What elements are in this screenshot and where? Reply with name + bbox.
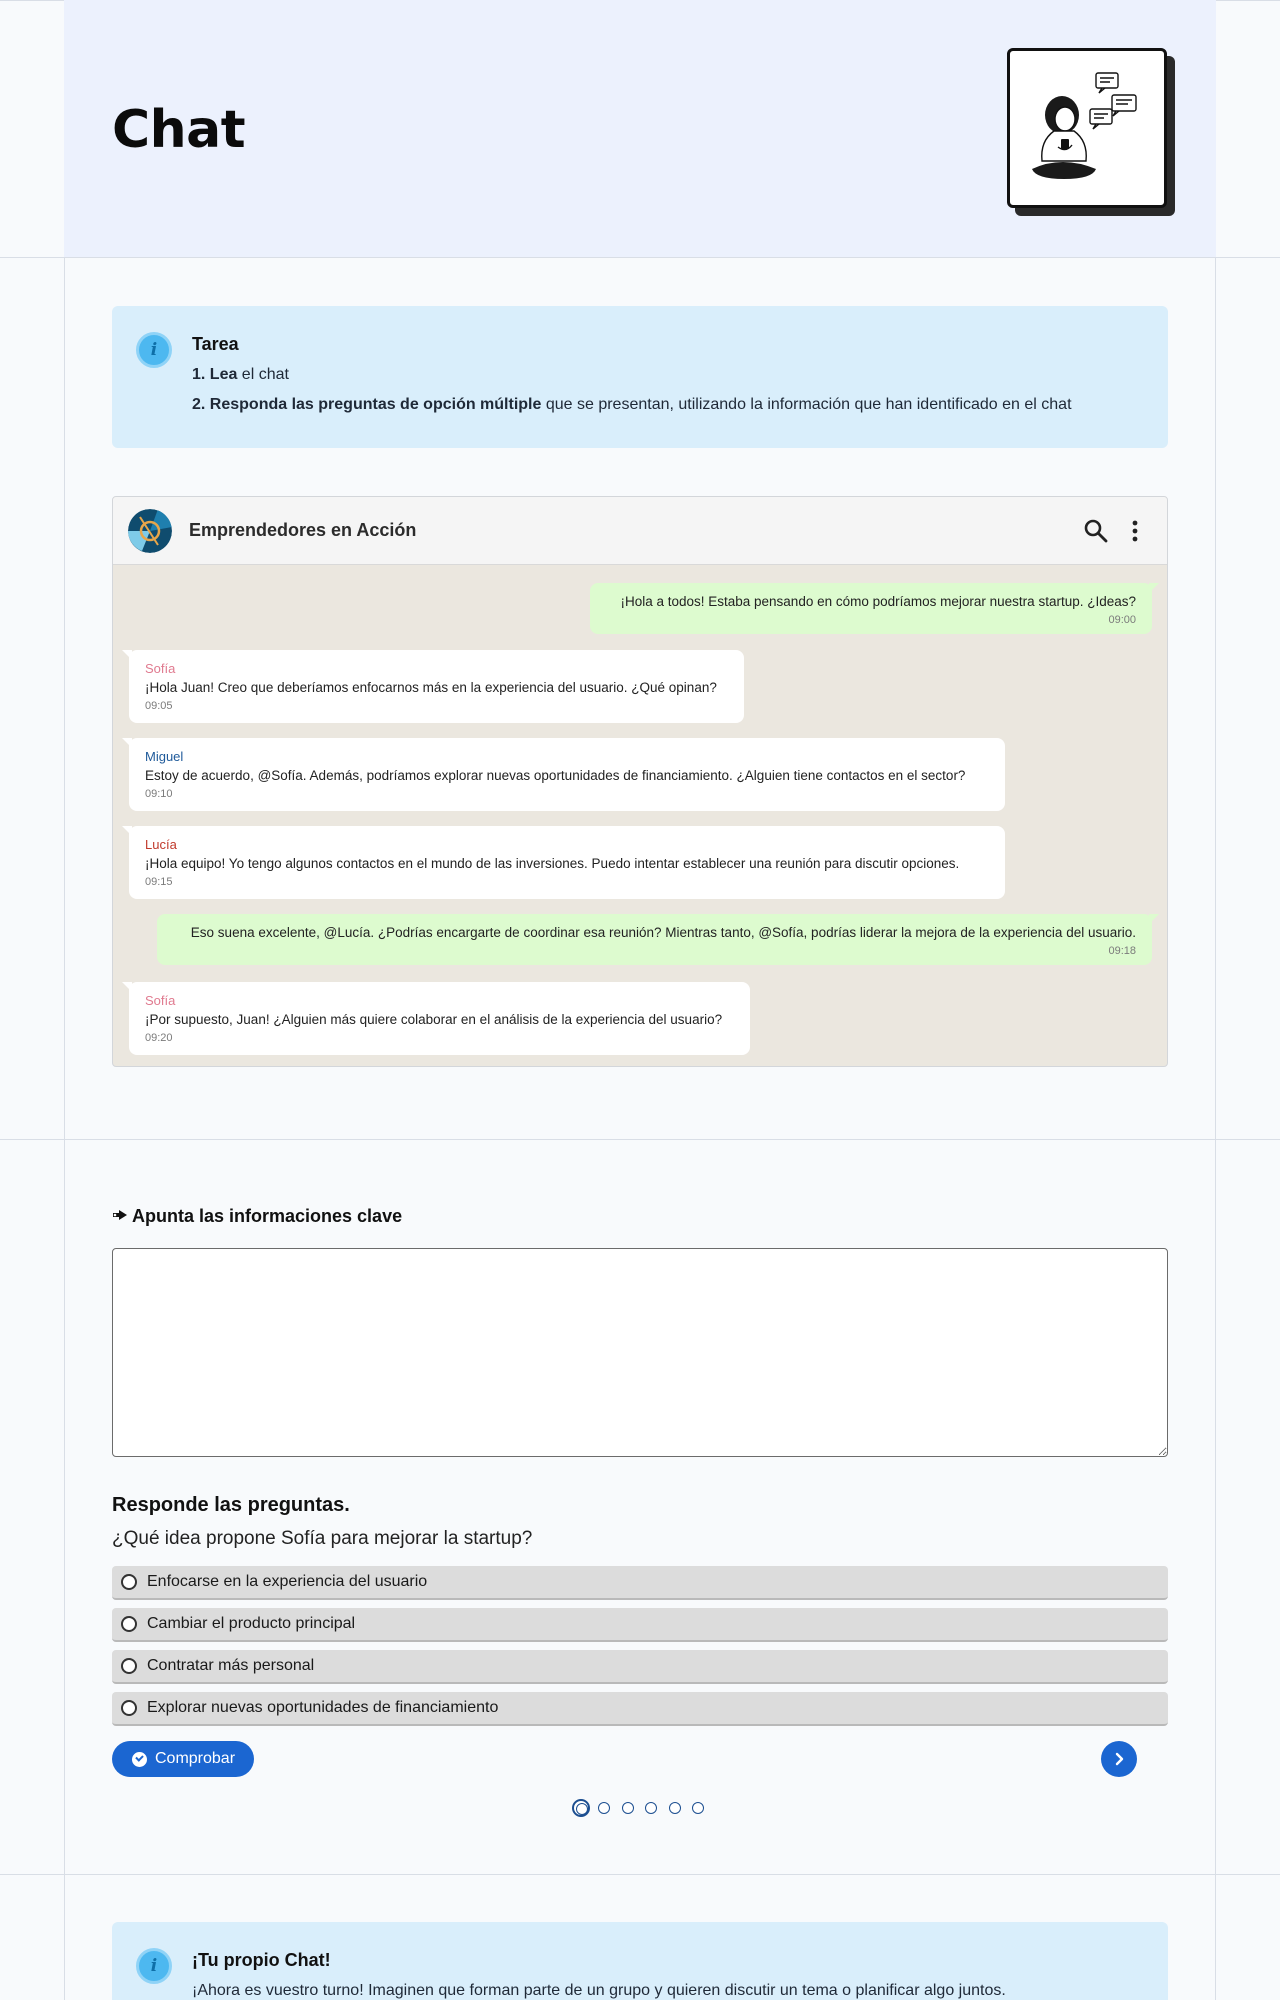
arrow-right-icon bbox=[112, 1209, 128, 1221]
message-time: 09:00 bbox=[1108, 614, 1136, 626]
own-chat-box bbox=[112, 1922, 1168, 2000]
pagination-dot-active[interactable] bbox=[572, 1799, 590, 1817]
option-label: Contratar más personal bbox=[147, 1657, 315, 1674]
notes-label-text: Apunta las informaciones clave bbox=[132, 1206, 403, 1226]
task-step-2-bold: 2. Responda las preguntas de opción múltiple bbox=[192, 396, 542, 413]
message-time: 09:15 bbox=[145, 876, 173, 888]
message-sender: Sofía bbox=[145, 661, 176, 676]
quiz-question: ¿Qué idea propone Sofía para mejorar la startup? bbox=[112, 1528, 533, 1549]
info-icon: i bbox=[136, 1948, 172, 1984]
radio-button[interactable] bbox=[121, 1658, 137, 1674]
quiz-option[interactable] bbox=[112, 1692, 1168, 1726]
chat-message-incoming bbox=[129, 650, 744, 723]
pagination-dot[interactable] bbox=[622, 1802, 634, 1814]
message-time: 09:20 bbox=[145, 1032, 173, 1044]
message-time: 09:10 bbox=[145, 788, 173, 800]
message-sender: Lucía bbox=[145, 837, 177, 852]
radio-button[interactable] bbox=[121, 1574, 137, 1590]
pagination-dots bbox=[572, 1799, 716, 1817]
check-button-label: Comprobar bbox=[155, 1750, 236, 1767]
pagination-dot[interactable] bbox=[598, 1802, 610, 1814]
grid-line bbox=[0, 1139, 1280, 1140]
notes-label bbox=[112, 1206, 402, 1227]
message-time: 09:18 bbox=[1108, 945, 1136, 957]
message-text: ¡Hola equipo! Yo tengo algunos contactos en el mundo de las inversiones. Puedo intentar establecer una reunión para discutir opciones. bbox=[145, 856, 960, 871]
option-label: Enfocarse en la experiencia del usuario bbox=[147, 1573, 428, 1590]
chat-window bbox=[112, 496, 1168, 1067]
radio-button[interactable] bbox=[121, 1700, 137, 1716]
task-step-1-bold: 1. Lea bbox=[192, 366, 238, 383]
message-sender: Sofía bbox=[145, 993, 176, 1008]
task-step-1-text: el chat bbox=[237, 366, 289, 383]
more-options-icon[interactable] bbox=[1128, 518, 1142, 544]
notes-textarea[interactable] bbox=[112, 1248, 1168, 1457]
grid-line bbox=[0, 257, 1280, 258]
quiz-option[interactable] bbox=[112, 1650, 1168, 1684]
chat-group-name: Emprendedores en Acción bbox=[189, 520, 417, 540]
message-text: Estoy de acuerdo, @Sofía. Además, podríamos explorar nuevas oportunidades de financiamiento. ¿Alguien tiene contactos en el sector? bbox=[145, 768, 966, 783]
message-text: ¡Hola a todos! Estaba pensando en cómo podríamos mejorar nuestra startup. ¿Ideas? bbox=[620, 594, 1136, 609]
quiz-option[interactable] bbox=[112, 1566, 1168, 1600]
next-button[interactable] bbox=[1101, 1741, 1137, 1777]
task-step-2 bbox=[192, 396, 1072, 414]
chat-message-incoming bbox=[129, 826, 1005, 899]
grid-line bbox=[0, 1874, 1280, 1875]
check-button[interactable] bbox=[112, 1741, 254, 1777]
message-sender: Miguel bbox=[145, 749, 184, 764]
task-step-1 bbox=[192, 366, 289, 384]
chat-header bbox=[113, 497, 1167, 565]
chat-message-outgoing bbox=[590, 583, 1152, 634]
option-label: Explorar nuevas oportunidades de financiamiento bbox=[147, 1699, 499, 1716]
chevron-right-icon bbox=[1112, 1752, 1126, 1766]
pagination-dot[interactable] bbox=[692, 1802, 704, 1814]
message-text: ¡Hola Juan! Creo que deberíamos enfocarnos más en la experiencia del usuario. ¿Qué opinan? bbox=[145, 680, 717, 695]
header-illustration bbox=[1007, 48, 1167, 208]
task-box bbox=[112, 306, 1168, 448]
pagination-dot[interactable] bbox=[645, 1802, 657, 1814]
group-avatar[interactable] bbox=[128, 509, 172, 553]
task-step-2-text: que se presentan, utilizando la información que han identificado en el chat bbox=[541, 396, 1072, 413]
group-logo-icon bbox=[128, 509, 172, 553]
chat-message-outgoing bbox=[157, 914, 1152, 965]
search-icon[interactable] bbox=[1083, 518, 1109, 544]
pagination-dot[interactable] bbox=[669, 1802, 681, 1814]
option-label: Cambiar el producto principal bbox=[147, 1615, 356, 1632]
own-chat-title: ¡Tu propio Chat! bbox=[192, 1950, 331, 1970]
grid-line bbox=[1215, 0, 1216, 2000]
message-text: ¡Por supuesto, Juan! ¿Alguien más quiere colaborar en el análisis de la experiencia del usuario? bbox=[145, 1012, 723, 1027]
message-time: 09:05 bbox=[145, 700, 173, 712]
message-text: Eso suena excelente, @Lucía. ¿Podrías encargarte de coordinar esa reunión? Mientras tanto, @Sofía, podrías liderar la mejora de la experiencia del usuario. bbox=[190, 925, 1136, 940]
task-title: Tarea bbox=[192, 334, 239, 354]
chat-message-incoming bbox=[129, 738, 1005, 811]
info-icon: i bbox=[136, 332, 172, 368]
quiz-option[interactable] bbox=[112, 1608, 1168, 1642]
quiz-title: Responde las preguntas. bbox=[112, 1494, 350, 1516]
grid-line bbox=[64, 0, 65, 2000]
radio-button[interactable] bbox=[121, 1616, 137, 1632]
check-circle-icon bbox=[132, 1752, 147, 1767]
own-chat-text: ¡Ahora es vuestro turno! Imaginen que forman parte de un grupo y quieren discutir un tema o planificar algo juntos. bbox=[192, 1982, 1006, 1999]
chat-message-incoming bbox=[129, 982, 750, 1055]
page-title: Chat bbox=[112, 100, 246, 160]
woman-chatting-icon bbox=[1010, 51, 1164, 205]
